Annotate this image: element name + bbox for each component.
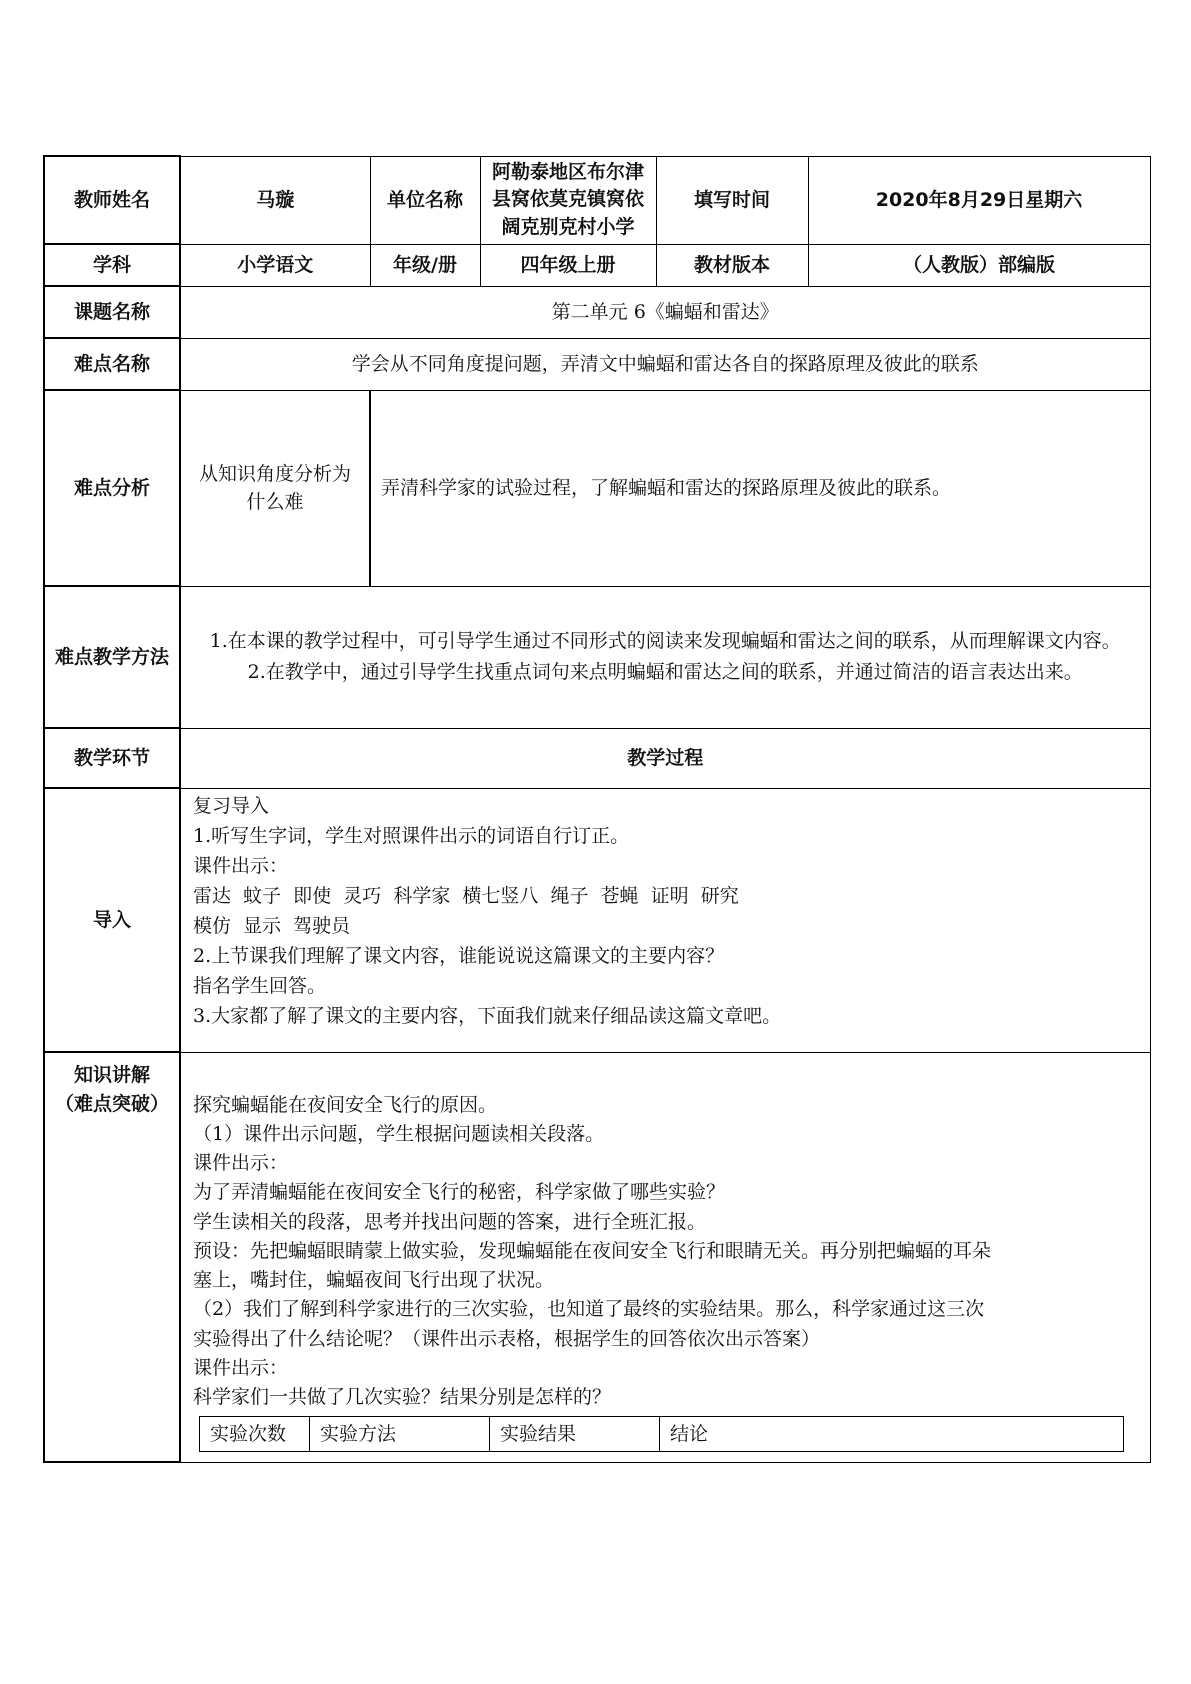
knowledge-label-line: （难点突破） xyxy=(54,1093,169,1116)
difficulty-value: 学会从不同角度提问题，弄清文中蝙蝠和雷达各自的探路原理及彼此的联系 xyxy=(180,338,1150,390)
lesson-plan-table xyxy=(43,155,1151,1463)
analysis-label: 难点分析 xyxy=(44,390,180,586)
subject-row xyxy=(44,244,1150,286)
grade-value: 四年级上册 xyxy=(480,244,656,286)
unit-label: 单位名称 xyxy=(370,156,480,244)
knowledge-line: 探究蝙蝠能在夜间安全飞行的原因。 xyxy=(193,1093,498,1116)
intro-content xyxy=(180,788,1150,1052)
intro-line: 3.大家都了解了课文的主要内容，下面我们就来仔细品读这篇文章吧。 xyxy=(193,1004,782,1027)
unit-name xyxy=(480,156,656,244)
process-header-row xyxy=(44,728,1150,788)
intro-line: 2.上节课我们理解了课文内容，谁能说说这篇课文的主要内容？ xyxy=(193,944,725,967)
methods-label: 难点教学方法 xyxy=(44,586,180,728)
methods-row xyxy=(44,586,1150,728)
knowledge-line: 课件出示： xyxy=(193,1152,289,1174)
experiment-table-header xyxy=(200,1417,1124,1452)
experiment-conclusion-header: 结论 xyxy=(660,1417,1124,1452)
difficulty-label: 难点名称 xyxy=(44,338,180,390)
teacher-label: 教师姓名 xyxy=(44,156,180,244)
teacher-name: 马璇 xyxy=(180,156,370,244)
intro-line: 指名学生回答。 xyxy=(193,974,327,997)
topic-row xyxy=(44,286,1150,338)
knowledge-row xyxy=(44,1052,1150,1462)
knowledge-line: （1）课件出示问题，学生根据问题读相关段落。 xyxy=(193,1122,605,1145)
experiment-table xyxy=(199,1416,1124,1452)
analysis-value: 弄清科学家的试验过程，了解蝙蝠和雷达的探路原理及彼此的联系。 xyxy=(370,390,1150,586)
subject-label: 学科 xyxy=(44,244,180,286)
topic-label: 课题名称 xyxy=(44,286,180,338)
intro-line: 雷达 蚊子 即使 灵巧 科学家 横七竖八 绳子 苍蝇 证明 研究 xyxy=(193,884,739,907)
knowledge-line: 科学家们一共做了几次实验？结果分别是怎样的？ xyxy=(193,1386,612,1408)
analysis-row xyxy=(44,390,1150,586)
knowledge-line: 预设：先把蝙蝠眼睛蒙上做实验，发现蝙蝠能在夜间安全飞行和眼睛无关。再分别把蝙蝠的耳朵 xyxy=(193,1239,992,1262)
process-label: 教学过程 xyxy=(180,728,1150,788)
analysis-sublabel xyxy=(180,390,370,586)
intro-line: 模仿 显示 驾驶员 xyxy=(193,914,351,937)
knowledge-line: 学生读相关的段落，思考并找出问题的答案，进行全班汇报。 xyxy=(193,1210,707,1233)
knowledge-label xyxy=(44,1052,180,1462)
experiment-count-header: 实验次数 xyxy=(200,1417,310,1452)
unit-name-line: 阔克别克村小学 xyxy=(501,215,635,238)
edition-label: 教材版本 xyxy=(656,244,808,286)
topic-value: 第二单元 6《蝙蝠和雷达》 xyxy=(180,286,1150,338)
subject-value: 小学语文 xyxy=(180,244,370,286)
date-label: 填写时间 xyxy=(656,156,808,244)
knowledge-line: 实验得出了什么结论呢？（课件出示表格，根据学生的回答依次出示答案） xyxy=(193,1327,821,1350)
experiment-method-header: 实验方法 xyxy=(310,1417,490,1452)
unit-name-line: 县窝依莫克镇窝依 xyxy=(491,188,644,211)
grade-label: 年级/册 xyxy=(370,244,480,286)
stage-label: 教学环节 xyxy=(44,728,180,788)
methods-list xyxy=(180,586,1150,728)
knowledge-label-line: 知识讲解 xyxy=(73,1064,150,1086)
knowledge-line: 课件出示： xyxy=(193,1356,289,1379)
intro-line: 1.听写生字词，学生对照课件出示的词语自行订正。 xyxy=(193,824,630,847)
method-item: 1.在本课的教学过程中，可引导学生通过不同形式的阅读来发现蝙蝠和雷达之间的联系，从而理解课文内容。 xyxy=(209,630,1121,653)
analysis-sublabel-line: 从知识角度分析为 xyxy=(198,462,351,485)
knowledge-line: （2）我们了解到科学家进行的三次实验，也知道了最终的实验结果。那么，科学家通过这三次 xyxy=(193,1298,985,1321)
analysis-sublabel-line: 什么难 xyxy=(246,491,304,513)
knowledge-content xyxy=(180,1052,1150,1462)
difficulty-row xyxy=(44,338,1150,390)
knowledge-line: 为了弄清蝙蝠能在夜间安全飞行的秘密，科学家做了哪些实验？ xyxy=(193,1181,726,1204)
edition-value: （人教版）部编版 xyxy=(808,244,1150,286)
intro-row xyxy=(44,788,1150,1052)
knowledge-line: 塞上，嘴封住，蝙蝠夜间飞行出现了状况。 xyxy=(193,1269,555,1291)
date-value: 2020年8月29日星期六 xyxy=(808,156,1150,244)
intro-line: 复习导入 xyxy=(193,794,270,817)
method-item: 2.在教学中，通过引导学生找重点词句来点明蝙蝠和雷达之间的联系，并通过简洁的语言表达出来。 xyxy=(247,661,1083,683)
unit-name-line: 阿勒泰地区布尔津 xyxy=(491,160,644,183)
intro-label: 导入 xyxy=(44,788,180,1052)
experiment-result-header: 实验结果 xyxy=(490,1417,660,1452)
header-row xyxy=(44,156,1150,244)
intro-line: 课件出示： xyxy=(193,854,289,877)
